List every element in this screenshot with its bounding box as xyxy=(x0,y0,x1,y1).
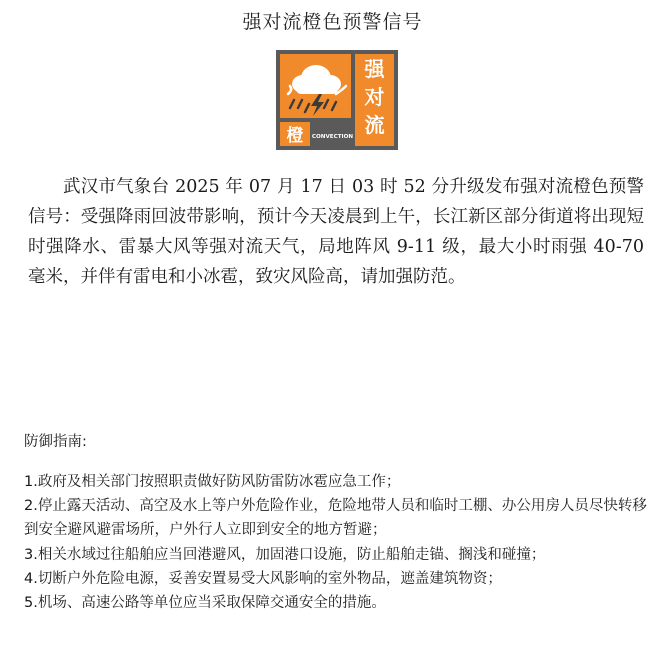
guide-item: 4.切断户外危险电源，妥善安置易受大风影响的室外物品，遮盖建筑物资； xyxy=(24,570,502,587)
signal-level-text: 橙 xyxy=(286,126,304,146)
guide-title: 防御指南: xyxy=(24,434,87,450)
guide-item: 5.机场、高速公路等单位应当采取保障交通安全的措施。 xyxy=(24,595,386,612)
guide-list xyxy=(24,470,650,615)
signal-side-text-3: 流 xyxy=(364,113,385,137)
signal-side-text-2: 对 xyxy=(364,85,385,109)
announcement-text: 武汉市气象台 2025 年 07 月 17 日 03 时 52 分升级发布强对流橙色预警信号：受强降雨回波带影响，预计今天凌晨到上午，长江新区部分街道将出现短时强降水、雷暴大风等强对流天气，局地阵风 9-11 级，最大小时雨强 40-70 毫米，并伴有雷电和小冰雹，致灾风险高，请加强防范。 xyxy=(28,177,644,287)
guide-item: 3.相关水域过往船舶应当回港避风，加固港口设施，防止船舶走锚、搁浅和碰撞； xyxy=(24,546,546,563)
guide-item: 2.停止露天活动、高空及水上等户外危险作业，危险地带人员和临时工棚、办公用房人员尽快转移到安全避风避雷场所，户外行人立即到安全的地方暂避； xyxy=(24,498,647,539)
guide-item: 1.政府及相关部门按照职责做好防风防雷防冰雹应急工作； xyxy=(24,474,401,490)
signal-caption: CONVECTION xyxy=(311,134,354,140)
warning-signal-icon xyxy=(276,50,398,150)
page-title: 强对流橙色预警信号 xyxy=(242,11,423,33)
signal-side-text: 强 xyxy=(364,57,385,81)
